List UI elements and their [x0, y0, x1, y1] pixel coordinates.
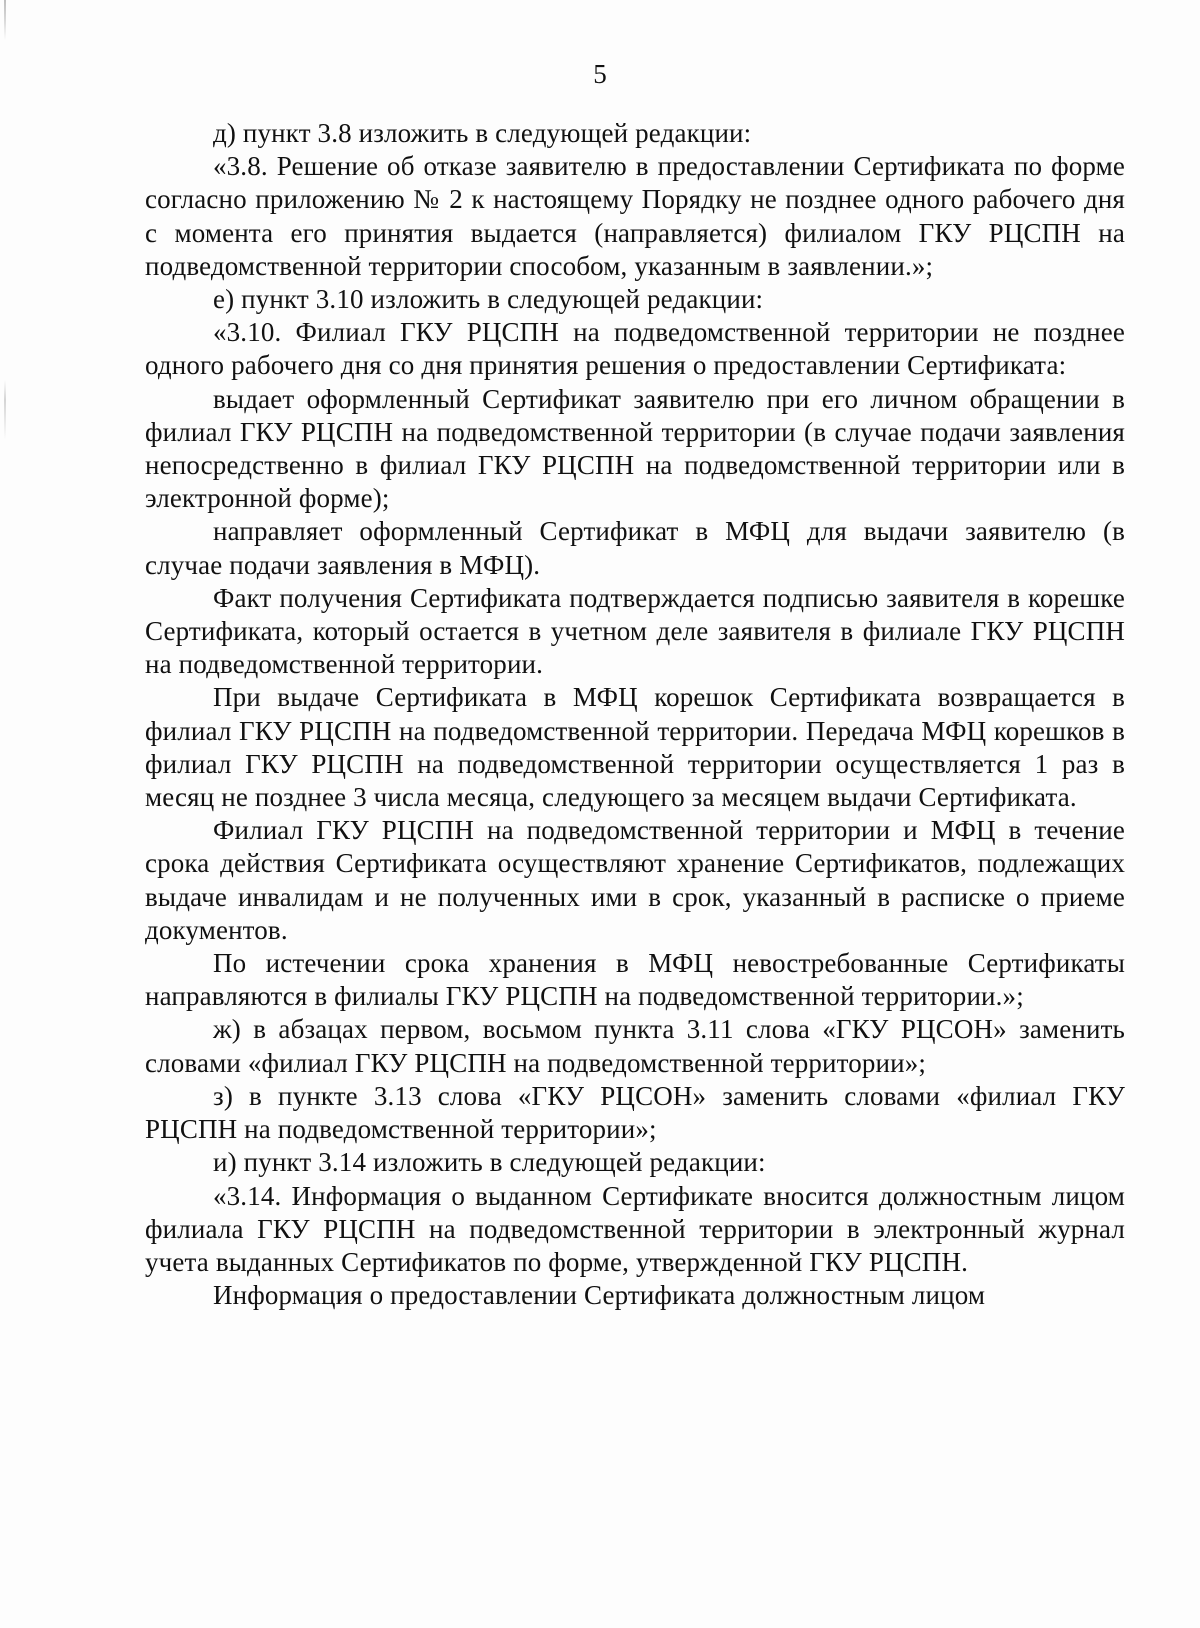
paragraph-item-zh: ж) в абзацах первом, восьмом пункта 3.11 слова «ГКУ РЦСОН» заменить словами «филиал ГКУ РЦСПН на подведомственной территории»; [145, 1014, 1125, 1078]
paragraph-unclaimed-certificates: По истечении срока хранения в МФЦ невостребованные Сертификаты направляются в филиалы ГКУ РЦСПН на подведомственной территории.»; [145, 948, 1125, 1012]
paragraph-3-14-text: «3.14. Информация о выданном Сертификате вносится должностным лицом филиала ГКУ РЦСПН на подведомственной территории в электронный журнал учета выданных Сертификатов по форме, утвержденной ГКУ РЦСПН. [145, 1180, 1125, 1277]
paragraph-mfc-stub-return: При выдаче Сертификата в МФЦ корешок Сертификата возвращается в филиал ГКУ РЦСПН на подведомственной территории. Передача МФЦ корешков в филиал ГКУ РЦСПН на подведомственной территории осуществляется 1 раз в месяц не позднее 3 числа месяца, следующего за месяцем выдачи Сертификата. [145, 682, 1125, 813]
paragraph-item-i: и) пункт 3.14 изложить в следующей редакции: [213, 1147, 766, 1178]
paragraph-provision-information: Информация о предоставлении Сертификата должностным лицом [213, 1280, 986, 1311]
paragraph-item-e: е) пункт 3.10 изложить в следующей редакции: [213, 284, 764, 315]
paragraph-issues-certificate: выдает оформленный Сертификат заявителю при его личном обращении в филиал ГКУ РЦСПН на подведомственной территории (в случае подачи заявления непосредственно в филиал ГКУ РЦСПН на подведомственной территории или в электронной форме); [145, 383, 1125, 514]
paragraph-storage: Филиал ГКУ РЦСПН на подведомственной территории и МФЦ в течение срока действия Сертификата осуществляют хранение Сертификатов, подлежащих выдаче инвалидам и не полученных ими в срок, указанный в расписке о приеме документов. [145, 815, 1125, 945]
page-number: 5 [593, 59, 607, 89]
paragraph-3-10-text: «3.10. Филиал ГКУ РЦСПН на подведомственной территории не позднее одного рабочего дня со дня принятия решения о предоставлении Сертификата: [145, 317, 1125, 381]
document-body [145, 117, 1125, 1312]
paragraph-receipt-confirmation: Факт получения Сертификата подтверждается подписью заявителя в корешке Сертификата, который остается в учетном деле заявителя в филиале ГКУ РЦСПН на подведомственной территории. [145, 582, 1125, 680]
scan-edge-mark [4, 0, 6, 1628]
paragraph-3-8-text: «3.8. Решение об отказе заявителю в предоставлении Сертификата по форме согласно приложению № 2 к настоящему Порядку не позднее одного рабочего дня с момента его принятия выдается (направляется) филиалом ГКУ РЦСПН на подведомственной территории способом, указанным в заявлении.»; [145, 151, 1125, 281]
paragraph-item-z: з) в пункте 3.13 слова «ГКУ РЦСОН» заменить словами «филиал ГКУ РЦСПН на подведомственной территории»; [145, 1080, 1125, 1145]
paragraph-item-d: д) пункт 3.8 изложить в следующей редакции: [213, 118, 752, 148]
paragraph-sends-to-mfc: направляет оформленный Сертификат в МФЦ для выдачи заявителю (в случае подачи заявления в МФЦ). [145, 516, 1125, 580]
